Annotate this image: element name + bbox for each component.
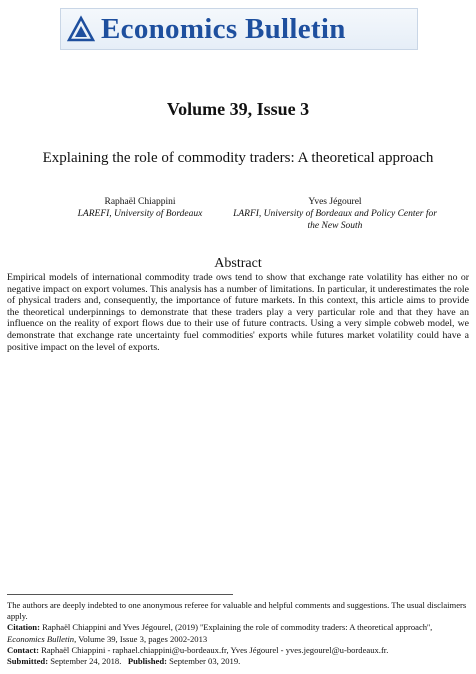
citation-label: Citation:: [7, 622, 40, 633]
dates: [7, 656, 471, 667]
submitted-label: Submitted:: [7, 656, 49, 667]
submitted-date: September 24, 2018.: [50, 656, 122, 667]
contact: [7, 645, 471, 656]
author-name: Raphaël Chiappini: [104, 197, 176, 207]
published-date: September 03, 2019.: [169, 656, 241, 667]
author-affiliation: LAREFI, University of Bordeaux: [77, 209, 203, 219]
citation-text: Raphaël Chiappini and Yves Jégourel, (2019) ''Explaining the role of commodity traders: A theoretical approach'',: [42, 622, 433, 633]
abstract-text: Empirical models of international commodity trade ows tend to show that exchange rate volatility has either no or negative impact on export volumes. This analysis has a number of limitations. In particular, it underestimates the role of physical traders and, consequently, the importance of future markets. In this context, this article aims to provide the theoretical underpinnings to demonstrate that these traders play a very particular role and that they have an influence on the reality of export flows due to their use of future contracts. Using a very simple cobweb model, we demonstrate that exchange rate uncertainty fuel commodities' exports while futures market volatility could have a positive impact on the level of exports.: [7, 272, 469, 353]
abstract-heading: Abstract: [214, 256, 262, 271]
journal-logo-icon: [61, 10, 101, 48]
citation-details: , Volume 39, Issue 3, pages 2002-2013: [74, 633, 208, 644]
journal-banner: [60, 8, 418, 50]
author-affiliation: LARFI, University of Bordeaux and Policy Center for the New South: [233, 209, 437, 231]
contact-text: Raphaël Chiappini - raphael.chiappini@u-bordeaux.fr, Yves Jégourel - yves.jegourel@u-bordeaux.fr.: [41, 644, 389, 655]
journal-name: Economics Bulletin: [101, 12, 346, 45]
author-block: [230, 196, 440, 232]
author-name: Yves Jégourel: [308, 197, 362, 207]
footnote-divider: [7, 594, 233, 595]
paper-title: Explaining the role of commodity traders: A theoretical approach: [42, 150, 434, 166]
contact-label: Contact:: [7, 644, 39, 655]
citation-journal: Economics Bulletin: [7, 633, 75, 644]
volume-issue: Volume 39, Issue 3: [166, 99, 310, 119]
published-label: Published:: [127, 656, 167, 667]
author-block: [60, 196, 220, 220]
footnote: [7, 600, 471, 667]
citation: [7, 622, 471, 644]
acknowledgement: The authors are deeply indebted to one anonymous referee for valuable and helpful comments and suggestions. The usual disclaimers apply.: [7, 600, 467, 622]
